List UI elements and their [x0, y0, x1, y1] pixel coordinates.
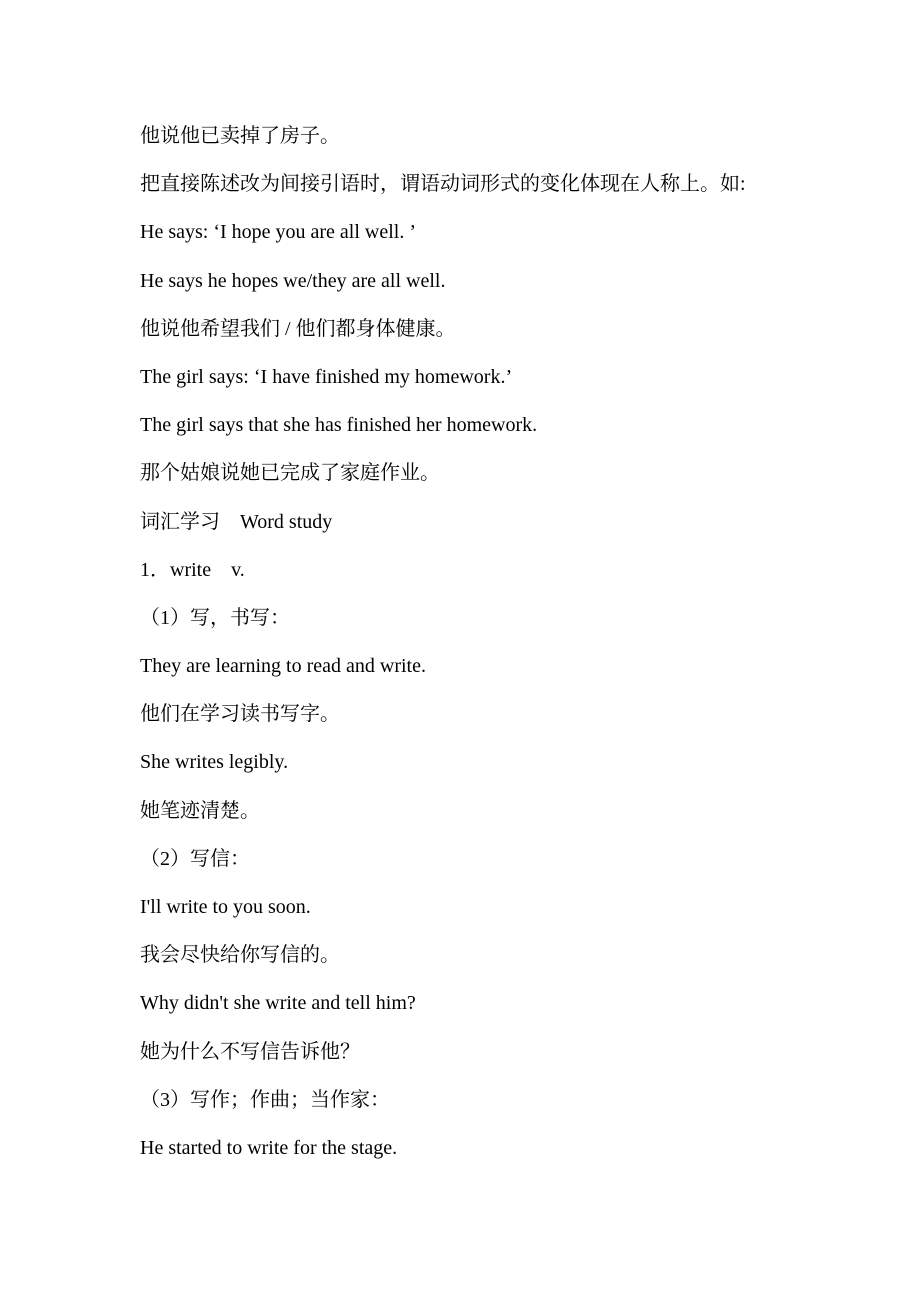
text-line: 她为什么不写信告诉他？: [140, 1040, 360, 1063]
document-page: [140, 121, 840, 1181]
text-line: （1）写，书写：: [140, 606, 290, 629]
text-line: She writes legibly.: [140, 751, 289, 774]
text-line: 他们在学习读书写字。: [140, 703, 340, 726]
text-line: 1．write v.: [140, 558, 245, 581]
text-line: 词汇学习 Word study: [140, 510, 333, 533]
text-line: I'll write to you soon.: [140, 896, 311, 918]
text-line: 把直接陈述改为间接引语时，谓语动词形式的变化体现在人称上。如:: [140, 173, 746, 196]
text-line: He says: ‘I hope you are all well. ’: [140, 221, 417, 244]
text-line: 她笔迹清楚。: [140, 799, 260, 822]
text-line: The girl says: ‘I have finished my homework.’: [140, 365, 513, 388]
text-line: 我会尽快给你写信的。: [140, 944, 340, 967]
text-line: He started to write for the stage.: [140, 1136, 398, 1159]
text-line: The girl says that she has finished her homework.: [140, 414, 538, 437]
text-line: He says he hopes we/they are all well.: [140, 269, 446, 292]
text-line: Why didn't she write and tell him?: [140, 992, 416, 1015]
text-line: 他说他已卖掉了房子。: [140, 125, 340, 147]
text-line: （2）写信：: [140, 847, 250, 870]
text-line: （3）写作；作曲；当作家：: [140, 1088, 390, 1111]
text-line: 他说他希望我们 / 他们都身体健康。: [140, 317, 456, 340]
text-line: 那个姑娘说她已完成了家庭作业。: [140, 462, 440, 485]
text-line: They are learning to read and write.: [140, 655, 426, 678]
